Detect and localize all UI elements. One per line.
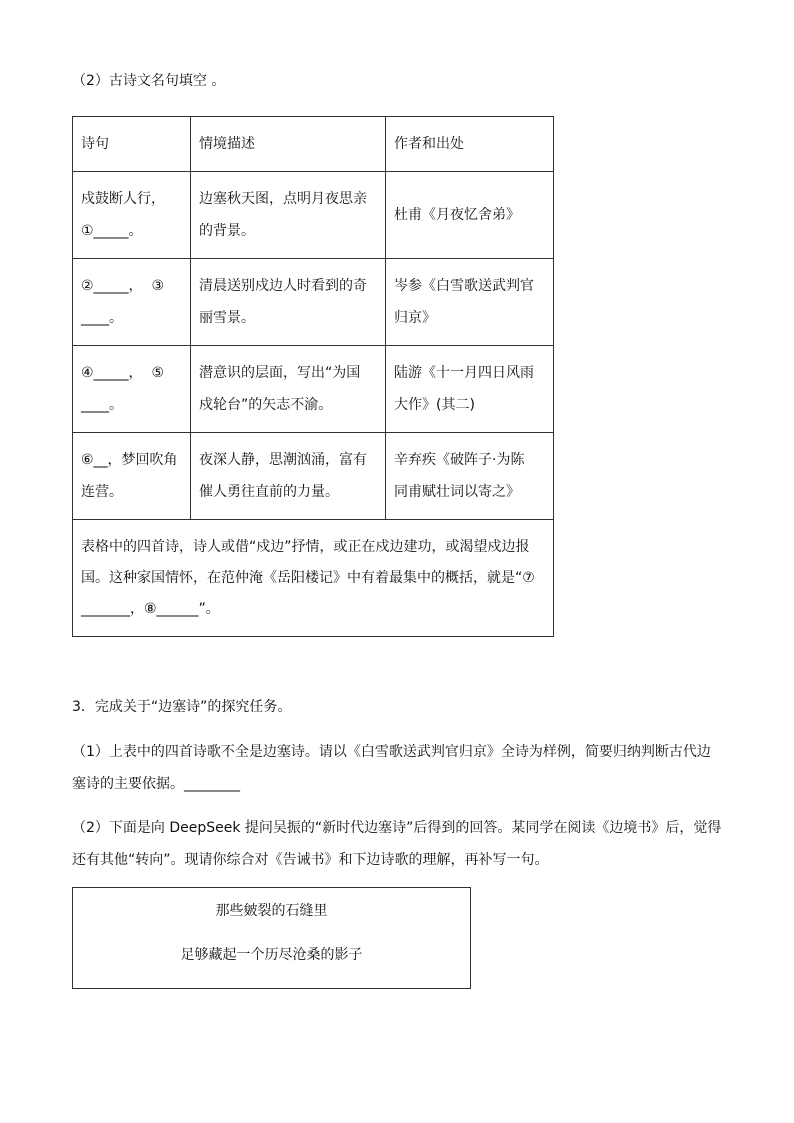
header-verse: 诗句 [73,117,191,172]
question-3-1-line1: （1）上表中的四首诗歌不全是边塞诗。请以《白雪歌送武判官归京》全诗为样例，简要归纳判断古代边 [72,744,711,760]
scene-cell: 夜深人静，思潮汹涌，富有 催人勇往直前的力量。 [191,433,386,520]
source-cell: 陆游《十一月四日风雨 大作》(其二) [386,346,554,433]
header-source: 作者和出处 [386,117,554,172]
poem-line: 足够藏起一个历尽沧桑的影子 [180,947,363,963]
table-row [73,346,554,433]
verse-cell[interactable]: ④_____， ⑤ ____。 [73,346,191,433]
poetry-fill-table [72,116,554,637]
source-cell: 辛弃疾《破阵子·为陈 同甫赋壮词以寄之》 [386,433,554,520]
summary-cell[interactable]: 表格中的四首诗，诗人或借“戍边”抒情，或正在戍边建功，或渴望戍边报 国。这种家国情怀，在范仲淹《岳阳楼记》中有着最集中的概括，就是“⑦ _______，⑧______”。 [73,520,554,637]
table-row [73,433,554,520]
question-3-2-line2: 还有其他“转向”。现请你综合对《告诫书》和下边诗歌的理解，再补写一句。 [72,852,549,868]
question-3-2-line1: （2）下面是向 DeepSeek 提问吴振的“新时代边塞诗”后得到的回答。某同学在阅读《边境书》后，觉得 [72,820,722,836]
verse-cell[interactable]: ⑥__，梦回吹角 连营。 [73,433,191,520]
scene-cell: 边塞秋天图，点明月夜思亲 的背景。 [191,172,386,259]
table-row [73,172,554,259]
header-scene: 情境描述 [191,117,386,172]
table-summary-row [73,520,554,637]
source-cell: 杜甫《月夜忆舍弟》 [386,172,554,259]
table-row [73,259,554,346]
verse-cell[interactable]: ②_____， ③ ____。 [73,259,191,346]
verse-cell[interactable]: 戍鼓断人行， ①_____。 [73,172,191,259]
source-cell: 岑参《白雪歌送武判官 归京》 [386,259,554,346]
table-header-row [73,117,554,172]
section-title: （2）古诗文名句填空 。 [72,73,226,89]
poem-box [72,887,471,989]
scene-cell: 清晨送别戍边人时看到的奇 丽雪景。 [191,259,386,346]
scene-cell: 潜意识的层面，写出“为国 戍轮台”的矢志不渝。 [191,346,386,433]
question-3-title: 3．完成关于“边塞诗”的探究任务。 [72,699,292,715]
question-3-1-line2[interactable]: 塞诗的主要依据。________ [72,776,240,792]
poem-line: 那些皴裂的石缝里 [215,903,328,919]
